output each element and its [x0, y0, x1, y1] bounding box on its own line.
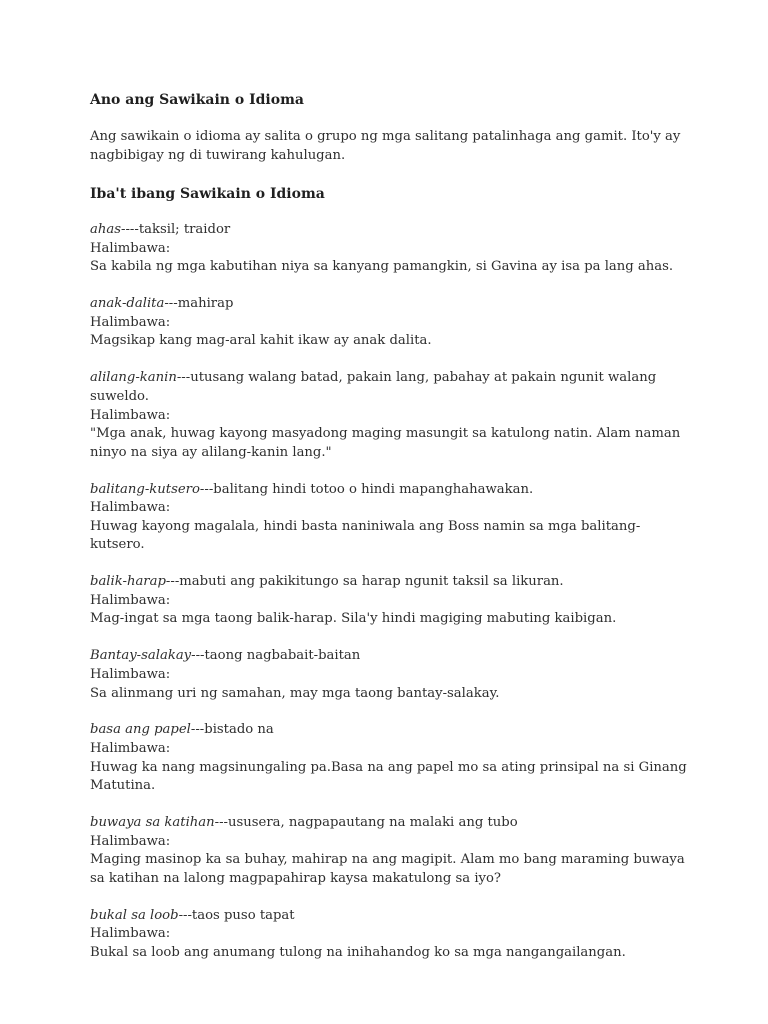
- idiom-meaning: ---balitang hindi totoo o hindi mapanghahawakan.: [199, 481, 534, 497]
- idiom-entry: [90, 369, 690, 462]
- example-label: Halimbawa:: [90, 407, 171, 423]
- idiom-term: balitang-kutsero: [90, 481, 200, 497]
- idiom-term: alilang-kanin: [90, 370, 177, 386]
- idiom-meaning: ---utusang walang batad, pakain lang, pabahay at pakain ngunit walang suweldo.: [90, 370, 657, 404]
- idiom-term: anak-dalita: [90, 296, 165, 312]
- idiom-meaning: ---mahirap: [164, 296, 234, 312]
- example-label: Halimbawa:: [90, 592, 171, 608]
- example-sentence: Huwag kayong magalala, hindi basta naniniwala ang Boss namin sa mga balitang-kutsero.: [90, 518, 641, 553]
- example-label: Halimbawa:: [90, 741, 171, 757]
- idiom-meaning: ---taos puso tapat: [178, 907, 295, 923]
- example-sentence: "Mga anak, huwag kayong masyadong maging masungit sa katulong natin. Alam naman ninyo na siya ay alilang-kanin lang.": [90, 426, 681, 460]
- idiom-entry: [90, 721, 690, 795]
- example-sentence: Sa kabila ng mga kabutihan niya sa kanyang pamangkin, si Gavina ay isa pa lang ahas.: [90, 259, 674, 275]
- document-title: Ano ang Sawikain o Idioma: [90, 92, 304, 108]
- idiom-term: balik-harap: [90, 574, 166, 590]
- idiom-entry: [90, 647, 690, 703]
- example-sentence: Magsikap kang mag-aral kahit ikaw ay anak dalita.: [90, 333, 432, 349]
- idiom-entry: [90, 573, 690, 629]
- intro-paragraph: Ang sawikain o idioma ay salita o grupo ng mga salitang patalinhaga ang gamit. Ito'y ay nagbibigay ng di tuwirang kahulugan.: [90, 129, 681, 163]
- idiom-entry: [90, 481, 690, 555]
- idiom-meaning: ---taong nagbabait-baitan: [191, 648, 361, 664]
- idiom-definition-line: [90, 295, 690, 314]
- idiom-definition-line: [90, 907, 690, 926]
- idiom-term: Bantay-salakay: [90, 648, 192, 664]
- idiom-definition-line: [90, 647, 690, 666]
- document-page: [90, 91, 690, 981]
- example-sentence: Sa alinmang uri ng samahan, may mga taong bantay-salakay.: [90, 685, 500, 701]
- example-label: Halimbawa:: [90, 500, 171, 516]
- example-label: Halimbawa:: [90, 666, 171, 682]
- example-sentence: Mag-ingat sa mga taong balik-harap. Sila'y hindi magiging mabuting kaibigan.: [90, 611, 617, 627]
- idiom-meaning: ---ususera, nagpapautang na malaki ang tubo: [214, 815, 518, 831]
- idiom-entry: [90, 814, 690, 888]
- idiom-definition-line: [90, 573, 690, 592]
- example-label: Halimbawa:: [90, 240, 171, 256]
- idiom-meaning: ---bistado na: [190, 722, 274, 738]
- idiom-definition-line: [90, 721, 690, 740]
- idiom-definition-line: [90, 221, 690, 240]
- example-sentence: Maging masinop ka sa buhay, mahirap na ang magipit. Alam mo bang maraming buwaya sa katihan na lalong magpapahirap kaysa makatulong sa iyo?: [90, 852, 685, 886]
- idiom-entry: [90, 295, 690, 351]
- idiom-entry: [90, 907, 690, 963]
- example-label: Halimbawa:: [90, 926, 171, 942]
- example-label: Halimbawa:: [90, 833, 171, 849]
- idiom-definition-line: [90, 814, 690, 833]
- example-sentence: Huwag ka nang magsinungaling pa.Basa na ang papel mo sa ating prinsipal na si Ginang Matutina.: [90, 759, 687, 794]
- idiom-term: bukal sa loob: [90, 907, 179, 923]
- idiom-term: buwaya sa katihan: [90, 815, 215, 831]
- idiom-definition-line: [90, 481, 690, 500]
- idiom-definition-line: [90, 369, 690, 406]
- section-heading: Iba't ibang Sawikain o Idioma: [90, 186, 325, 203]
- example-label: Halimbawa:: [90, 314, 171, 330]
- idiom-term: ahas: [90, 222, 121, 238]
- idiom-meaning: ---mabuti ang pakikitungo sa harap ngunit taksil sa likuran.: [165, 574, 564, 590]
- idiom-entry: [90, 221, 690, 277]
- idiom-term: basa ang papel: [90, 722, 191, 738]
- idiom-meaning: ----taksil; traidor: [121, 222, 231, 238]
- example-sentence: Bukal sa loob ang anumang tulong na inihahandog ko sa mga nangangailangan.: [90, 944, 626, 960]
